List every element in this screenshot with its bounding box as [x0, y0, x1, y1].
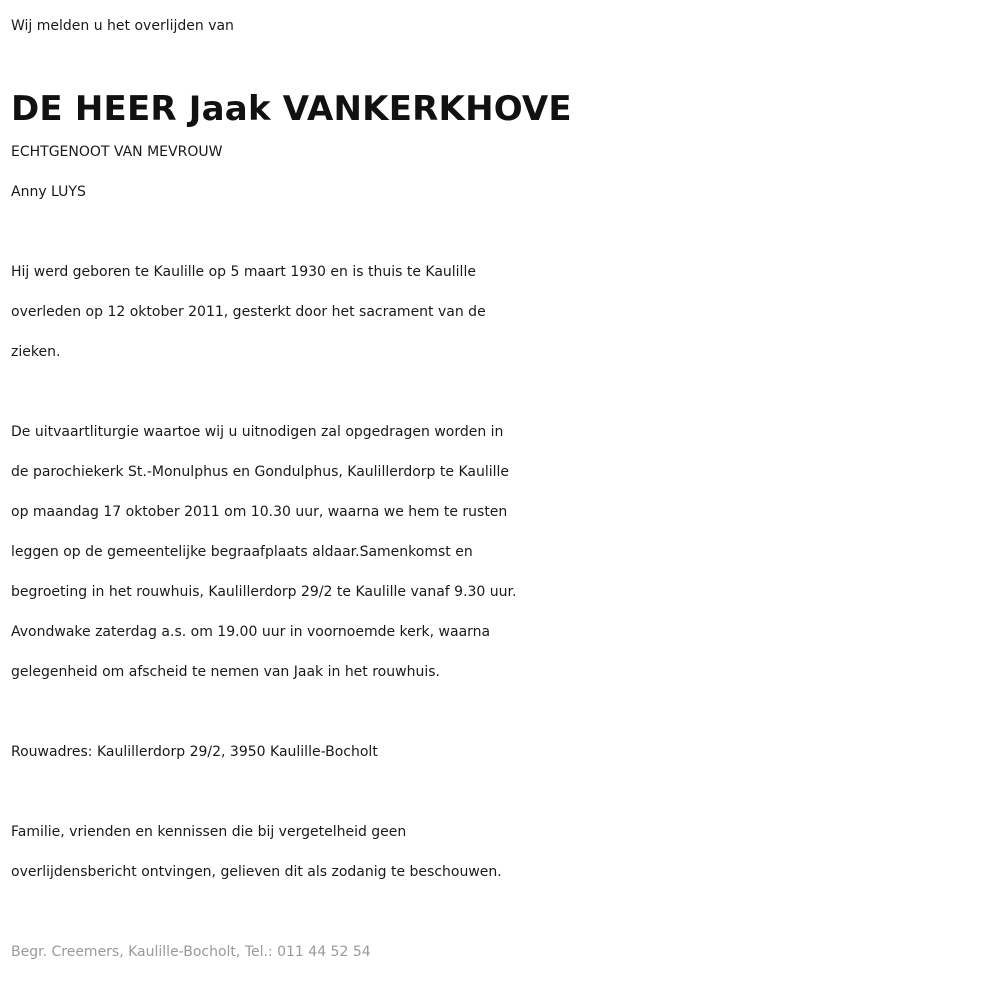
paragraph-line: gelegenheid om afscheid te nemen van Jaak in het rouwhuis.	[11, 664, 440, 680]
spouse-label: ECHTGENOOT VAN MEVROUW	[11, 144, 223, 160]
paragraph-line: Hij werd geboren te Kaulille op 5 maart 1930 en is thuis te Kaulille	[11, 264, 476, 280]
spouse-name: Anny LUYS	[11, 184, 86, 200]
paragraph-line: De uitvaartliturgie waartoe wij u uitnodigen zal opgedragen worden in	[11, 424, 504, 440]
address-paragraph	[11, 732, 1000, 772]
mourning-address: Rouwadres: Kaulillerdorp 29/2, 3950 Kaulille-Bocholt	[11, 744, 378, 760]
funeral-home-footer: Begr. Creemers, Kaulille-Bocholt, Tel.: 011 44 52 54	[11, 944, 371, 960]
funeral-paragraph	[11, 412, 1000, 692]
paragraph-line: op maandag 17 oktober 2011 om 10.30 uur, waarna we hem te rusten	[11, 504, 508, 520]
deceased-name: DE HEER Jaak VANKERKHOVE	[11, 89, 572, 129]
paragraph-line: Familie, vrienden en kennissen die bij vergetelheid geen	[11, 824, 407, 840]
notice-paragraph	[11, 812, 1000, 892]
birth-death-paragraph	[11, 252, 1000, 372]
paragraph-line: overleden op 12 oktober 2011, gesterkt door het sacrament van de	[11, 304, 486, 320]
intro-text: Wij melden u het overlijden van	[11, 18, 234, 34]
paragraph-line: overlijdensbericht ontvingen, gelieven dit als zodanig te beschouwen.	[11, 864, 502, 880]
spouse-block	[11, 132, 1000, 212]
paragraph-line: begroeting in het rouwhuis, Kaulillerdorp 29/2 te Kaulille vanaf 9.30 uur.	[11, 584, 517, 600]
paragraph-line: zieken.	[11, 344, 61, 360]
paragraph-line: de parochiekerk St.-Monulphus en Gondulphus, Kaulillerdorp te Kaulille	[11, 464, 509, 480]
paragraph-line: leggen op de gemeentelijke begraafplaats aldaar.Samenkomst en	[11, 544, 473, 560]
paragraph-line: Avondwake zaterdag a.s. om 19.00 uur in voornoemde kerk, waarna	[11, 624, 491, 640]
